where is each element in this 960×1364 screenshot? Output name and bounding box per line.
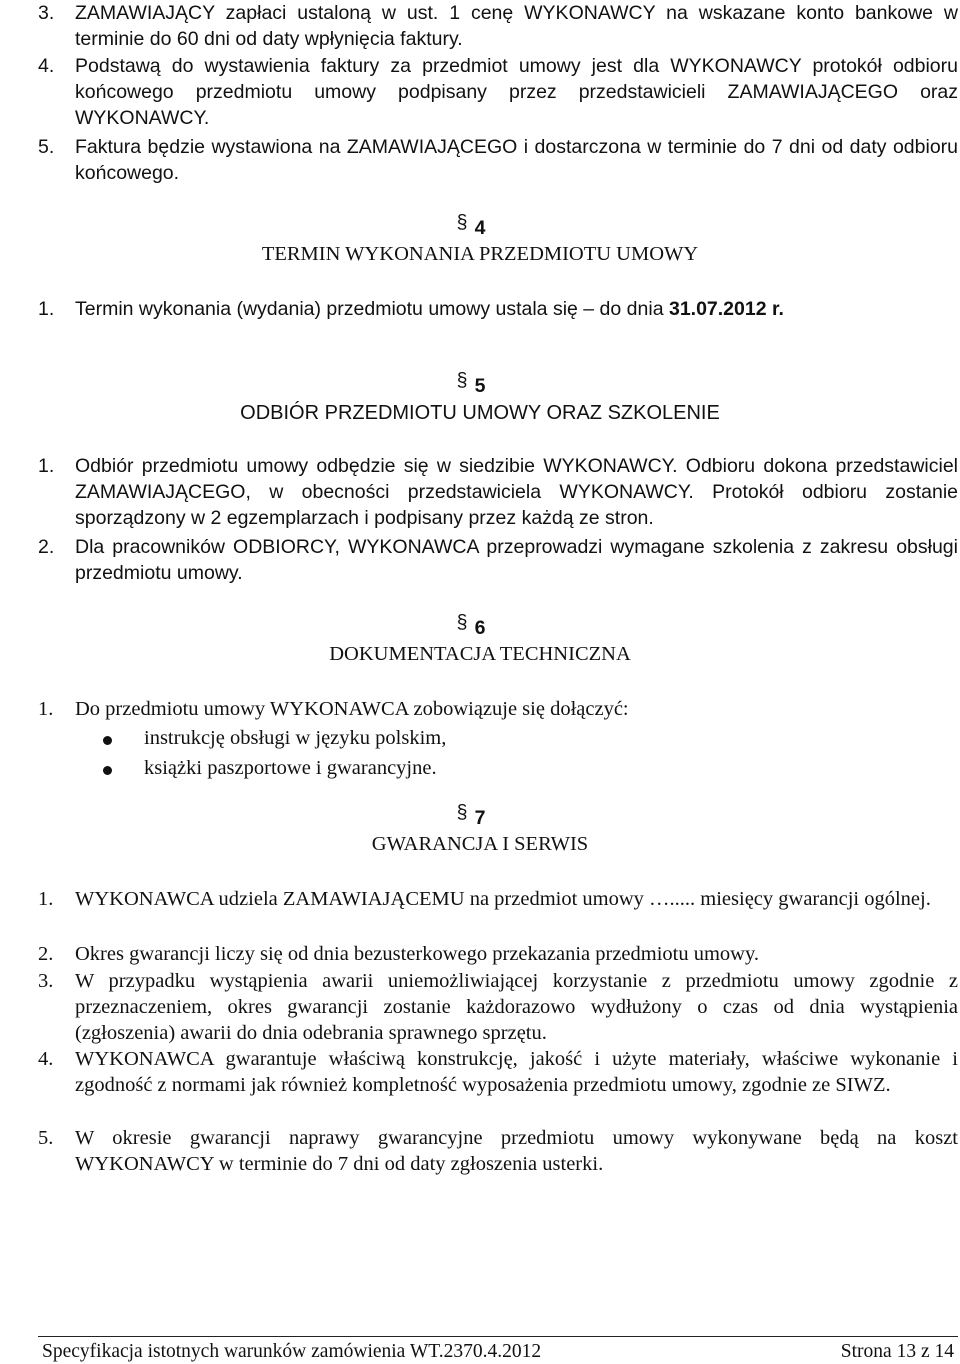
section-number: 6 — [474, 617, 486, 639]
documentation-item-1 — [38, 696, 958, 722]
documentation-bullet — [103, 725, 446, 751]
item-text: W okresie gwarancji naprawy gwarancyjne przedmiotu umowy wykonywane będą na koszt WYKONAWCY w terminie do 7 dni od daty zgłoszenia usterki. — [75, 1127, 958, 1175]
payment-item-3 — [38, 0, 958, 52]
paragraph-sign: § — [456, 611, 468, 633]
section-4-title: TERMIN WYKONANIA PRZEDMIOTU UMOWY — [261, 243, 699, 265]
payment-item-4 — [38, 53, 958, 131]
item-number: 2. — [38, 536, 55, 558]
warranty-item-1 — [38, 886, 958, 912]
item-text: Podstawą do wystawienia faktury za przedmiot umowy jest dla WYKONAWCY protokół odbioru końcowego przedmiotu umowy podpisany przez przedstawicieli ZAMAWIAJĄCEGO oraz WYKONAWCY. — [75, 55, 958, 129]
footer-divider — [38, 1336, 958, 1337]
paragraph-sign: § — [456, 369, 468, 391]
warranty-item-3 — [38, 968, 958, 1046]
item-text: Dla pracowników ODBIORCY, WYKONAWCA przeprowadzi wymagane szkolenia z zakresu obsługi przedmiotu umowy. — [75, 536, 958, 584]
term-item-1 — [38, 296, 958, 322]
bullet-text: instrukcję obsługi w języku polskim, — [144, 727, 447, 749]
section-6-heading-number — [0, 611, 960, 640]
item-number: 1. — [38, 455, 55, 477]
section-number: 5 — [474, 375, 486, 397]
item-number: 2. — [38, 943, 54, 965]
item-number: 1. — [38, 298, 55, 320]
bullet-text: książki paszportowe i gwarancyjne. — [144, 757, 437, 779]
paragraph-sign: § — [456, 211, 468, 233]
section-number: 7 — [474, 807, 486, 829]
bullet-icon — [103, 736, 112, 745]
payment-item-5 — [38, 134, 958, 186]
footer-document-title: Specyfikacja istotnych warunków zamówienia WT.2370.4.2012 — [42, 1341, 542, 1362]
bullet-icon — [103, 766, 112, 775]
item-text-line — [75, 296, 958, 322]
item-number: 1. — [38, 698, 54, 720]
section-5-heading-number — [0, 369, 960, 398]
section-5-title: ODBIÓR PRZEDMIOTU UMOWY ORAZ SZKOLENIE — [240, 402, 720, 424]
section-7-heading-number — [0, 801, 960, 830]
item-text: WYKONAWCA udziela ZAMAWIAJĄCEMU na przedmiot umowy …..... miesięcy gwarancji ogólnej. — [75, 888, 931, 910]
item-text: W przypadku wystąpienia awarii uniemożliwiającej korzystanie z przedmiotu umowy zgodnie z przeznaczeniem, okres gwarancji zostanie każdorazowo wydłużony o czas od dnia wystąpienia (zgłoszenia) awarii do dnia odebrania sprawnego sprzętu. — [75, 970, 958, 1044]
deadline-date: 31.07.2012 r. — [668, 298, 784, 320]
item-number: 3. — [38, 2, 55, 24]
item-text: Do przedmiotu umowy WYKONAWCA zobowiązuje się dołączyć: — [75, 698, 629, 720]
section-6-title: DOKUMENTACJA TECHNICZNA — [329, 643, 631, 665]
documentation-bullet — [103, 755, 437, 781]
item-number: 5. — [38, 136, 55, 158]
item-text: Termin wykonania (wydania) przedmiotu umowy ustala się – do dnia — [75, 298, 664, 320]
acceptance-item-2 — [38, 534, 958, 586]
item-number: 4. — [38, 1048, 54, 1070]
item-text: ZAMAWIAJĄCY zapłaci ustaloną w ust. 1 cenę WYKONAWCY na wskazane konto bankowe w terminie do 60 dni od daty wpłynięcia faktury. — [75, 2, 958, 50]
section-number: 4 — [474, 217, 486, 239]
warranty-item-5 — [38, 1125, 958, 1177]
item-text: Faktura będzie wystawiona na ZAMAWIAJĄCEGO i dostarczona w terminie do 7 dni od daty odbioru końcowego. — [75, 136, 958, 184]
paragraph-sign: § — [456, 801, 468, 823]
section-4-heading-number — [0, 211, 960, 240]
item-number: 1. — [38, 888, 54, 910]
item-text: Okres gwarancji liczy się od dnia bezusterkowego przekazania przedmiotu umowy. — [75, 943, 760, 965]
item-number: 3. — [38, 970, 54, 992]
acceptance-item-1 — [38, 453, 958, 531]
item-text: Odbiór przedmiotu umowy odbędzie się w siedzibie WYKONAWCY. Odbioru dokona przedstawiciel ZAMAWIAJĄCEGO, w obecności przedstawiciela WYKONAWCY. Protokół odbioru zostanie sporządzony w 2 egzemplarzach i podpisany przez każdą ze stron. — [75, 455, 958, 529]
item-number: 5. — [38, 1127, 54, 1149]
item-text: WYKONAWCA gwarantuje właściwą konstrukcję, jakość i użyte materiały, właściwe wykonanie i zgodność z normami jak również kompletność wyposażenia przedmiotu umowy, zgodnie ze SIWZ. — [75, 1048, 958, 1096]
footer-page-number: Strona 13 z 14 — [840, 1341, 954, 1362]
section-7-title: GWARANCJA I SERWIS — [371, 833, 589, 855]
warranty-item-2 — [38, 941, 958, 967]
warranty-item-4 — [38, 1046, 958, 1098]
item-number: 4. — [38, 55, 55, 77]
